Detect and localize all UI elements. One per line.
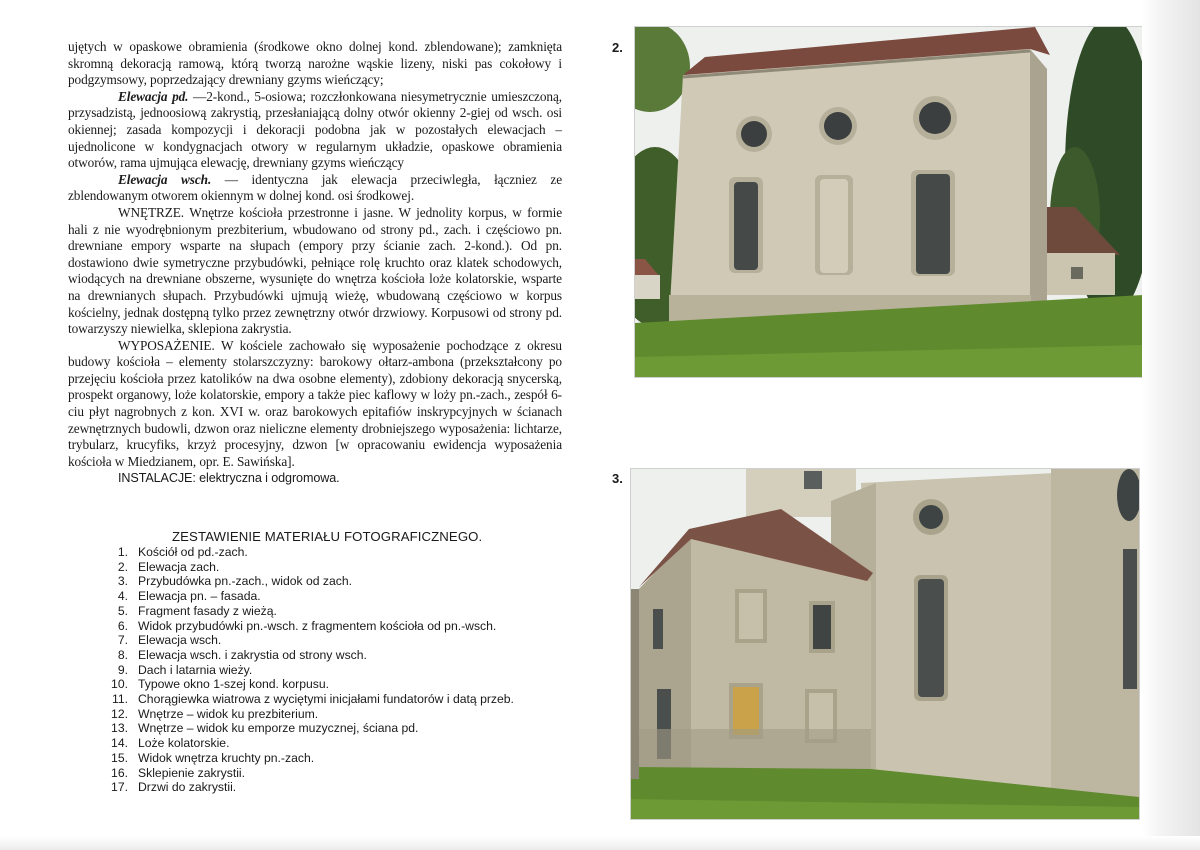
list-item: 2. Elewacja zach.	[117, 559, 220, 574]
list-item: 10. Typowe okno 1-szej kond. korpusu.	[111, 677, 330, 692]
list-item: 4. Elewacja pn. – fasada.	[117, 589, 261, 604]
photo-list	[106, 545, 566, 795]
paragraph-interior: WNĘTRZE. Wnętrze kościoła przestronne i jasne. W jednolity korpus, w formie hali z nie wyodrębnionym prezbiterium, wbudowano od strony pd., zach. i częściowo pn. drewniane empory wsparte na słupach (empory przy ścianie zach. 2-kond.). Od pn. dostawiono dwie symetryczne przybudówki, pełniące rolę kruchto oraz klatek schodowych, wiodących na drewniane obszerne, wysunięte do wnętrza kościoła loże kolatorskie, wsparte na drewnianych słupach. Przybudówki ujmują wieżę, wbudowaną częściowo w korpus kościelny, jednak dostępną tylko przez zewnętrzny otwór drzwiowy. Korpusowi od strony pd. towarzyszy niewielka, sklepiona zakrystia.	[68, 204, 562, 337]
list-item: 6. Widok przybudówki pn.-wsch. z fragmentem kościoła od pn.-wsch.	[117, 618, 497, 633]
list-item: 11. Chorągiewka wiatrowa z wyciętymi inicjałami fundatorów i datą przeb.	[111, 692, 514, 707]
list-item: 16. Sklepienie zakrystii.	[111, 765, 246, 780]
list-item: 3. Przybudówka pn.-zach., widok od zach.	[117, 574, 353, 589]
list-item: 7. Elewacja wsch.	[117, 633, 222, 648]
scan-edge-shadow	[1142, 0, 1200, 850]
photo-2-church-south-west	[634, 26, 1144, 378]
list-item: 1. Kościół od pd.-zach.	[117, 545, 248, 559]
south-elevation-label: Elewacja pd.	[118, 88, 189, 104]
body-text	[68, 39, 562, 487]
photo-3-west-annex	[630, 468, 1140, 820]
list-item: 12. Wnętrze – widok ku prezbiterium.	[111, 706, 319, 721]
east-elevation-text: — identyczna jak elewacja przeciwległa, łączniez ze zblendowanym otworem okiennym w dolnej kond. osi środkowej.	[68, 171, 562, 204]
annex-photo-illustration	[631, 469, 1139, 819]
paragraph-window-frames: ujętych w opaskowe obramienia (środkowe okno dolnej kond. zblendowane); zamknięta skromną dekoracją ramową, którą tworzą narożne wąskie lizeny, niski pas cokołowy i podgzymsowy, poprzedzający drewniany gzyms wieńczący;	[68, 39, 562, 88]
photo-list-title: ZESTAWIENIE MATERIAŁU FOTOGRAFICZNEGO.	[172, 529, 483, 544]
paragraph-furnishings: WYPOSAŻENIE. W kościele zachowało się wyposażenie pochodzące z okresu budowy kościoła – elementy stolarszczyzny: barokowy ołtarz-ambona (przekształcony po przejęciu kościoła przez katolików na dwa osobne elementy), zdobiony dekoracją snycerską, prospekt organowy, loże kolatorskie, empory a także piec kaflowy w loży pn.-zach., zespół 6-ciu płyt nagrobnych z kon. XVI w. oraz barokowych epitafiów inskrypcyjnych w ścianach zewnętrznych budowli, dzwon oraz nieliczne elementy drobniejszego wyposażenia: lichtarze, trybularz, krucyfiks, krzyż procesyjny, dzwon [w opracowaniu ewidencja wyposażenia kościoła w Miedzianem, opr. E. Sawińska].	[68, 337, 562, 469]
scan-bottom-shadow	[0, 836, 1200, 850]
south-elevation-text: —2-kond., 5-osiowa; rozczłonkowana niesymetrycznie umieszczoną, przysadzistą, jednoosiową zakrystią, przesłaniającą dolny otwór okienny 2-giej od wsch. osi okiennej; zasada kompozycji i dekoracji podobna jak w pozostałych elewacjach – ujednolicone w kondygnacjach otwory w regularnym układzie, opaskowe obramienia otworów, rama ujmująca elewację, drewniany gzyms wieńczący	[68, 88, 562, 171]
paragraph-south-elevation	[68, 89, 562, 172]
paragraph-east-elevation	[68, 172, 562, 205]
list-item: 14. Loże kolatorskie.	[111, 736, 230, 751]
list-item: 9. Dach i latarnia wieży.	[117, 662, 253, 677]
list-item: 15. Widok wnętrza kruchty pn.-zach.	[111, 750, 315, 765]
list-item: 8. Elewacja wsch. i zakrystia od strony wsch.	[117, 647, 367, 662]
list-item: 17. Drzwi do zakrystii.	[111, 780, 237, 795]
list-item: 13. Wnętrze – widok ku emporze muzycznej, ściana pd.	[111, 721, 419, 736]
east-elevation-label: Elewacja wsch.	[118, 171, 212, 187]
paragraph-installations: INSTALACJE: elektryczna i odgromowa.	[118, 471, 340, 486]
photo-2-label: 2.	[612, 40, 623, 55]
church-photo-illustration	[635, 27, 1143, 377]
list-item: 5. Fragment fasady z wieżą.	[117, 603, 277, 618]
photo-3-label: 3.	[612, 471, 623, 486]
